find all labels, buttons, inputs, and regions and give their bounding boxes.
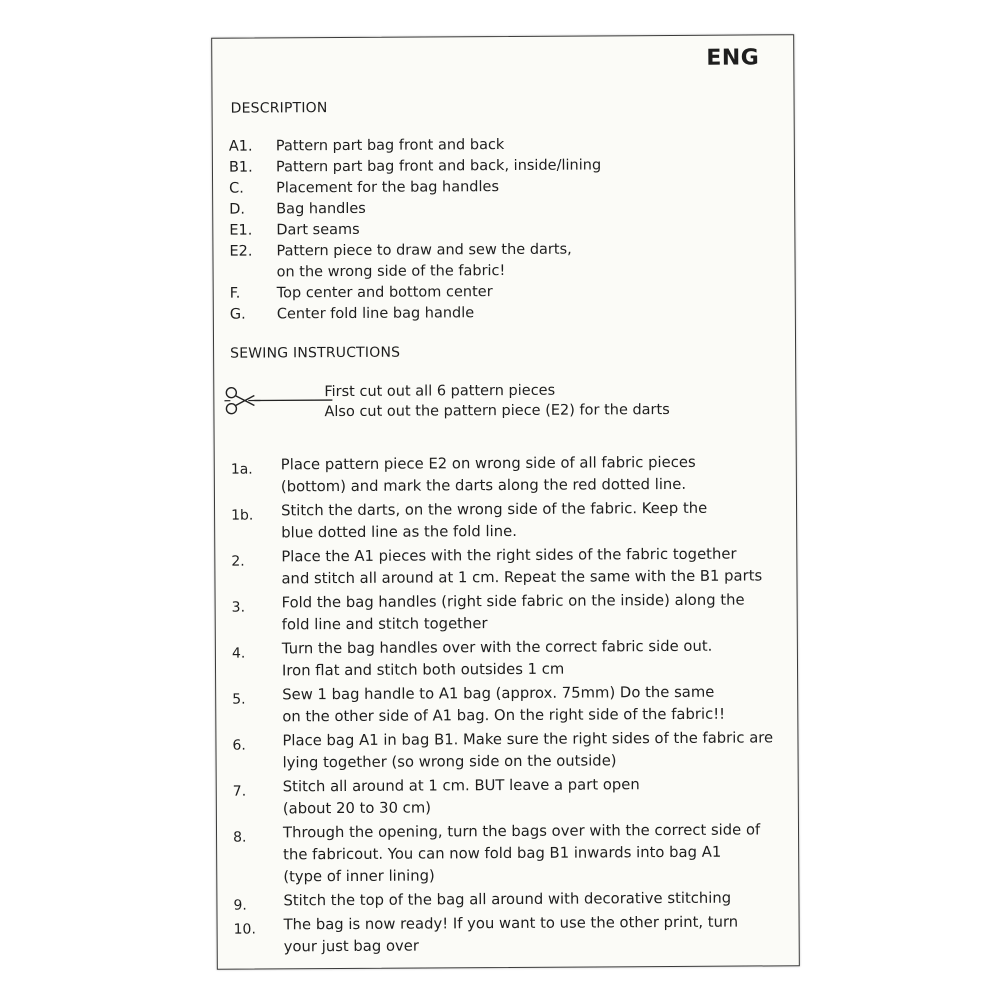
- cut-text: [324, 380, 670, 422]
- step-item: [234, 911, 794, 958]
- description-text: Pattern piece to draw and sew the darts,: [276, 241, 572, 260]
- step-item: [233, 887, 793, 912]
- step-number: 9.: [233, 897, 247, 914]
- step-item: [232, 681, 792, 728]
- step-text: Stitch all around at 1 cm. BUT leave a part open: [282, 776, 640, 796]
- step-item: [232, 727, 792, 774]
- step-text: on the other side of A1 bag. On the right side of the fabric!!: [282, 705, 726, 726]
- step-text: Iron flat and stitch both outsides 1 cm: [281, 660, 565, 680]
- scissors-cut-line-icon: [224, 384, 334, 415]
- description-item: [229, 238, 769, 283]
- step-text: your just bag over: [283, 937, 419, 956]
- description-text: Pattern part bag front and back: [275, 137, 505, 155]
- step-number: 6.: [232, 737, 246, 754]
- step-text: (bottom) and mark the darts along the red dotted line.: [280, 475, 687, 496]
- description-text: Top center and bottom center: [276, 284, 493, 302]
- language-label: ENG: [706, 45, 760, 71]
- step-number: 1a.: [230, 461, 253, 478]
- sewing-heading: SEWING INSTRUCTIONS: [230, 344, 401, 362]
- step-item: [231, 497, 791, 544]
- description-item: [230, 301, 770, 325]
- sewing-steps: [231, 451, 794, 960]
- step-text: blue dotted line as the fold line.: [281, 522, 517, 542]
- step-text: Place the A1 pieces with the right sides of the fabric together: [281, 545, 737, 566]
- step-number: 7.: [232, 783, 247, 800]
- description-code: G.: [229, 306, 246, 323]
- step-number: 8.: [232, 829, 247, 846]
- step-text: Stitch the top of the bag all around with decorative stitching: [283, 889, 732, 910]
- step-text: Stitch the darts, on the wrong side of the fabric. Keep the: [280, 499, 708, 520]
- description-code: B1.: [228, 159, 253, 176]
- description-code: F.: [229, 285, 241, 302]
- step-text: Turn the bag handles over with the correct fabric side out.: [281, 637, 713, 658]
- description-heading: DESCRIPTION: [230, 100, 328, 117]
- step-number: 3.: [231, 599, 246, 616]
- description-list: [229, 133, 770, 325]
- description-code: C.: [229, 180, 244, 197]
- step-text: the fabricout. You can now fold bag B1 inwards into bag A1: [283, 843, 722, 864]
- step-text: Through the opening, turn the bags over with the correct side of: [282, 821, 761, 842]
- step-item: [233, 773, 793, 820]
- description-code: E2.: [229, 243, 253, 260]
- cut-line: First cut out all 6 pattern pieces: [324, 382, 556, 401]
- cut-line: Also cut out the pattern piece (E2) for the darts: [324, 401, 670, 421]
- step-text: Fold the bag handles (right side fabric on the inside) along the: [281, 591, 745, 612]
- step-item: [232, 635, 792, 682]
- step-number: 5.: [232, 691, 246, 708]
- step-text: Sew 1 bag handle to A1 bag (approx. 75mm) Do the same: [282, 683, 715, 704]
- step-number: 4.: [231, 645, 246, 662]
- step-text: Place pattern piece E2 on wrong side of all fabric pieces: [280, 453, 696, 474]
- description-text: Center fold line bag handle: [276, 305, 475, 323]
- step-item: [231, 451, 791, 498]
- description-text: Pattern part bag front and back, inside/lining: [275, 157, 602, 176]
- step-text: The bag is now ready! If you want to use the other print, turn: [283, 913, 739, 934]
- cut-instructions: [224, 379, 784, 430]
- step-item: [231, 543, 791, 590]
- description-text: on the wrong side of the fabric!: [276, 262, 506, 281]
- step-number: 1b.: [231, 507, 254, 524]
- description-code: D.: [229, 201, 246, 218]
- description-code: E1.: [229, 222, 253, 239]
- step-text: (type of inner lining): [283, 867, 435, 886]
- description-text: Dart seams: [276, 221, 360, 239]
- step-number: 10.: [233, 921, 256, 938]
- step-text: Place bag A1 in bag B1. Make sure the right sides of the fabric are: [282, 729, 774, 750]
- description-code: A1.: [228, 138, 253, 155]
- description-text: Bag handles: [276, 200, 366, 218]
- description-text: Placement for the bag handles: [276, 179, 500, 197]
- step-text: fold line and stitch together: [281, 615, 488, 634]
- step-text: (about 20 to 30 cm): [282, 799, 432, 818]
- step-item: [232, 589, 792, 636]
- instruction-sheet: [211, 34, 800, 970]
- step-text: lying together (so wrong side on the outside): [282, 752, 617, 772]
- step-item: [233, 819, 793, 888]
- step-number: 2.: [231, 553, 245, 570]
- step-text: and stitch all around at 1 cm. Repeat the same with the B1 parts: [281, 567, 763, 588]
